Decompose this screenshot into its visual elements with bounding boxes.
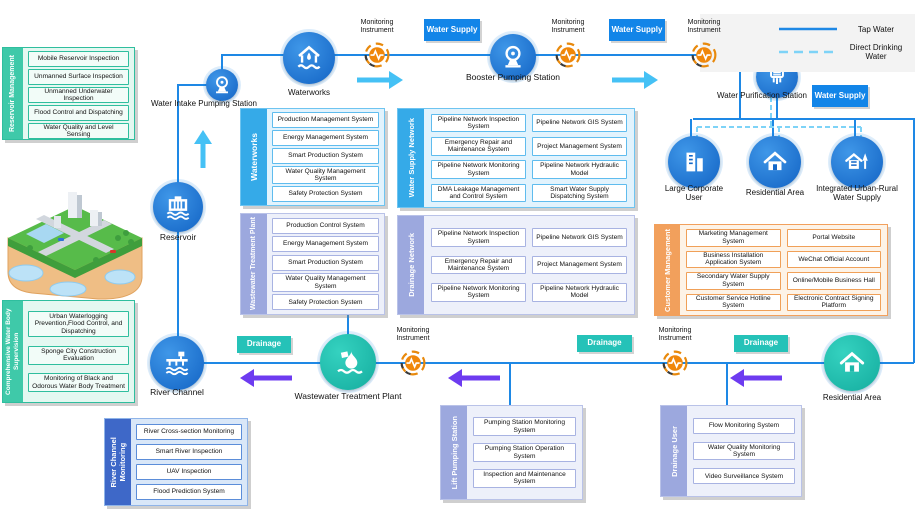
water-drop-icon (332, 346, 364, 378)
monitoring-instrument-icon (400, 350, 426, 376)
river-bridge-icon (161, 347, 193, 379)
list-item: Flood Control and Dispatching (28, 105, 129, 121)
river-channel-label: River Channel (150, 387, 204, 397)
list-item: Business Installation Application System (686, 251, 781, 269)
list-item: Inspection and Maintenance System (473, 469, 576, 488)
list-item: Urban Waterlogging Prevention,Flood Control, and Dispatching (28, 311, 129, 337)
water-intake-pumping-node (206, 69, 238, 101)
monitoring-instrument-icon (364, 42, 390, 68)
list-item: Emergency Repair and Maintenance System (431, 256, 526, 275)
panel-lift-pumping-station-title: Lift Pumping Station (441, 406, 467, 499)
panel-reservoir-management-title: Reservoir Management (3, 48, 23, 139)
waterworks-icon (293, 42, 325, 74)
list-item: Pumping Station Operation System (473, 443, 576, 462)
list-item: Water Quality Monitoring System (693, 442, 795, 461)
list-item: Water Quality Management System (272, 166, 379, 184)
list-item: Marketing Management System (686, 229, 781, 247)
waterworks-node (283, 32, 335, 84)
list-item: Safety Protection System (272, 186, 379, 202)
drainage-badge: Drainage (577, 335, 632, 352)
panel-water-body-supervision (2, 300, 135, 403)
list-item: DMA Leakage Management and Control System (431, 184, 526, 203)
list-item: Unmanned Underwater Inspection (28, 87, 129, 103)
integrated-urban-rural-label: Integrated Urban-Rural Water Supply (816, 184, 898, 203)
list-item: UAV Inspection (136, 464, 242, 480)
panel-reservoir-management (2, 47, 135, 140)
drainage-badge: Drainage (734, 335, 788, 352)
list-item: Unmanned Surface Inspection (28, 69, 129, 85)
panel-waterworks-title: Waterworks (241, 109, 267, 205)
list-item: Smart Water Supply Dispatching System (532, 184, 627, 203)
house-tree-icon (842, 147, 872, 177)
list-item: Pipeline Network Inspection System (431, 114, 526, 133)
monitoring-instrument-label: Monitoring Instrument (658, 327, 692, 342)
list-item: Project Management System (532, 137, 627, 156)
water-intake-label: Water Intake Pumping Station (151, 99, 257, 108)
list-item: River Cross-section Monitoring (136, 424, 242, 440)
panel-drainage-user (660, 405, 802, 497)
legend-tap-water-label: Tap Water (857, 24, 895, 34)
panel-waterworks-systems (240, 108, 385, 206)
list-item: Smart River Inspection (136, 444, 242, 460)
monitoring-instrument-label: Monitoring Instrument (360, 19, 394, 34)
panel-lift-pumping-station (440, 405, 583, 500)
list-item: Pipeline Network GIS System (532, 114, 627, 133)
house-icon (836, 347, 868, 379)
river-channel-node (150, 336, 204, 390)
panel-water-supply-network (397, 108, 635, 208)
monitoring-instrument-icon (555, 42, 581, 68)
monitoring-instrument-icon (662, 350, 688, 376)
list-item: Online/Mobile Business Hall (787, 272, 882, 290)
legend-direct-drinking-label: Direct Drinking Water (849, 42, 903, 61)
water-supply-badge: Water Supply (609, 19, 665, 41)
list-item: Pipeline Network Monitoring System (431, 160, 526, 179)
direct-drinking-line-icon (779, 49, 837, 55)
list-item: Water Quality Management System (272, 273, 379, 292)
monitoring-instrument-label: Monitoring Instrument (551, 19, 585, 34)
list-item: Pipeline Network GIS System (532, 228, 627, 247)
list-item: Smart Production System (272, 255, 379, 271)
pump-icon (499, 43, 527, 71)
legend-direct-drinking (708, 43, 907, 61)
list-item: Mobile Reservoir Inspection (28, 51, 129, 67)
list-item: Smart Production System (272, 148, 379, 164)
panel-river-channel-monitoring-title: River Channel Monitoring (105, 419, 131, 505)
reservoir-icon (162, 191, 194, 223)
monitoring-instrument-label: Monitoring Instrument (396, 327, 430, 342)
purification-label: Water Purification Station (717, 91, 807, 100)
large-corporate-user-node (668, 136, 720, 188)
list-item: Pipeline Network Hydraulic Model (532, 283, 627, 302)
list-item: Pipeline Network Inspection System (431, 228, 526, 247)
panel-water-supply-network-title: Water Supply Network (398, 109, 424, 207)
list-item: Customer Service Hotline System (686, 294, 781, 312)
list-item: Water Quality and Level Sensing (28, 123, 129, 139)
panel-drainage-network (397, 215, 635, 315)
panel-wastewater-plant-title: Wastewater Treatment Plant (241, 214, 267, 314)
residential-area-bottom-node (824, 335, 880, 391)
reservoir-label: Reservoir (159, 232, 197, 242)
list-item: Flow Monitoring System (693, 418, 795, 434)
list-item: Production Control System (272, 218, 379, 234)
list-item: Pipeline Network Hydraulic Model (532, 160, 627, 179)
list-item: Pipeline Network Monitoring System (431, 283, 526, 302)
residential-area-top-node (749, 136, 801, 188)
list-item: Electronic Contract Signing Platform (787, 294, 882, 312)
residential-area-top-label: Residential Area (745, 188, 805, 197)
waterworks-label: Waterworks (288, 88, 330, 97)
panel-wastewater-plant-systems (240, 213, 385, 315)
buildings-icon (679, 147, 709, 177)
list-item: Project Management System (532, 256, 627, 275)
water-supply-badge: Water Supply (424, 19, 480, 41)
list-item: Pumping Station Monitoring System (473, 417, 576, 436)
legend-tap-water (708, 25, 907, 34)
wastewater-plant-label: Wastewater Treatment Plant (294, 391, 402, 401)
list-item: Sponge City Construction Evaluation (28, 346, 129, 365)
city-illustration (0, 176, 148, 302)
pump-icon (211, 74, 233, 96)
wastewater-plant-node (320, 334, 376, 390)
list-item: WeChat Official Account (787, 251, 882, 269)
list-item: Emergency Repair and Maintenance System (431, 137, 526, 156)
list-item: Energy Management System (272, 130, 379, 146)
list-item: Energy Management System (272, 236, 379, 252)
house-icon (760, 147, 790, 177)
integrated-urban-rural-node (831, 136, 883, 188)
panel-water-body-supervision-title: Comprehensive Water Body Supervision (3, 301, 23, 402)
tap-water-line-icon (779, 26, 837, 32)
panel-river-channel-monitoring (104, 418, 248, 506)
panel-drainage-user-title: Drainage User (661, 406, 687, 496)
drainage-badge: Drainage (237, 336, 291, 353)
list-item: Safety Protection System (272, 294, 379, 310)
panel-customer-management-title: Customer Management (655, 225, 680, 315)
panel-drainage-network-title: Drainage Network (398, 216, 424, 314)
booster-label: Booster Pumping Station (465, 72, 561, 82)
list-item: Flood Prediction System (136, 484, 242, 500)
residential-area-bottom-label: Residential Area (822, 393, 882, 402)
reservoir-node (153, 182, 203, 232)
large-corporate-label: Large Corporate User (664, 184, 724, 203)
monitoring-instrument-icon (691, 42, 717, 68)
list-item: Monitoring of Black and Odorous Water Body Treatment (28, 373, 129, 392)
water-supply-badge: Water Supply (812, 85, 868, 107)
monitoring-instrument-label: Monitoring Instrument (687, 19, 721, 34)
panel-customer-management (654, 224, 888, 316)
list-item: Secondary Water Supply System (686, 272, 781, 290)
list-item: Video Surveillance System (693, 468, 795, 484)
list-item: Portal Website (787, 229, 882, 247)
list-item: Production Management System (272, 112, 379, 128)
